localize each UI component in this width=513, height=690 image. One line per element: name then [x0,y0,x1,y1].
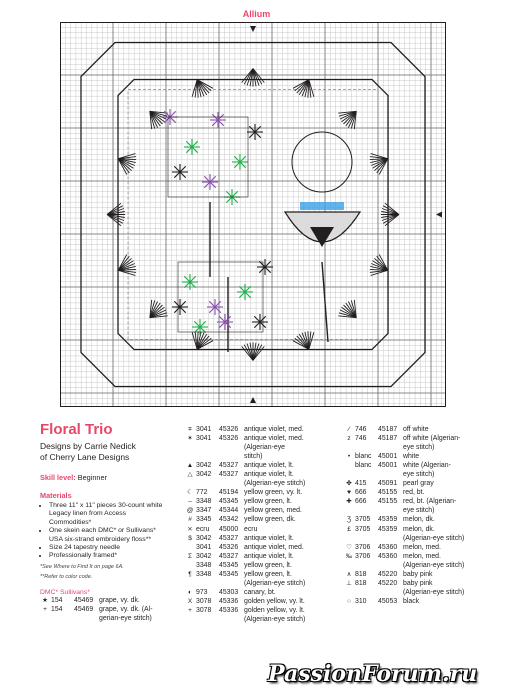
materials-list [40,502,170,561]
skill-level [40,473,170,482]
color-name: antique violet, lt. [244,534,294,542]
sullivans-number: 45326 [219,543,239,551]
symbol: + [188,606,192,614]
dmc-number: 3706 [355,543,371,551]
color-name: melon, med. [403,552,441,560]
skill-value: Beginner [77,473,107,482]
sullivans-number: 45187 [378,435,398,443]
color-name: grape, vy. dk. [99,596,140,604]
pattern-title: Allium [242,9,271,19]
flower-bud [292,132,352,192]
sullivans-number: 45326 [219,426,239,433]
symbol: ▲ [186,462,194,470]
color-name: yellow green, lt. [244,498,292,506]
dmc-number: blanc [355,453,372,461]
symbol: Ʒ [347,516,351,524]
color-name: (Algerian-eye [244,444,285,452]
dmc-number: 3348 [196,498,212,506]
sullivans-number: 45469 [74,605,94,613]
sullivans-number: 45344 [219,507,239,515]
sullivans-number: 45000 [219,525,239,533]
sullivans-number: 45359 [378,525,398,533]
sullivans-number: 45155 [378,489,398,497]
symbol: ‰ [345,552,353,560]
allium-floret [254,322,260,328]
sullivans-number: 45187 [378,426,398,433]
color-name: (Algerian-eye stitch) [403,534,465,542]
allium-floret [255,132,261,138]
designer-credit-1: Designs by Carrie Nedick [40,441,136,451]
color-name: antique violet, lt. [244,471,294,479]
allium-floret [180,166,186,172]
sullivans-number: 45001 [378,453,398,461]
design-title: Floral Trio [40,421,113,438]
symbol: ✶ [187,435,193,443]
color-name: (Algerian-eye stitch) [403,561,465,569]
color-name: melon, dk. [403,525,435,533]
symbol: ⊥ [346,579,352,587]
dmc-number: 3078 [196,606,212,614]
symbol: ⨯ [187,525,193,533]
allium-floret [245,292,251,298]
dmc-number: 746 [355,435,367,443]
color-name: gerian-eye stitch) [99,614,152,622]
dmc-heading: DMC* Sullivans* [40,588,90,596]
allium-floret [204,182,210,188]
symbol: ∧ [346,570,352,578]
sullivans-number: 45001 [378,462,398,470]
dmc-number: 3345 [196,516,212,524]
allium-floret [180,172,186,178]
allium-floret [255,126,261,132]
dmc-number: 973 [196,588,208,596]
allium-floret [190,276,196,282]
symbol: X [187,597,193,605]
designer-credit-2: of Cherry Lane Designs [40,452,130,462]
color-name: stitch) [244,453,263,461]
color-name: yellow green, dk. [244,516,296,524]
color-name: (Algerian-eye stitch) [403,588,465,596]
color-name: antique violet, lt. [244,552,294,560]
color-name: antique violet, med. [244,426,304,433]
skill-label: Skill level: [40,473,76,482]
symbol: @ [186,507,194,515]
symbol: £ [347,525,351,533]
sullivans-number: 45327 [219,462,239,470]
color-name: eye stitch) [403,444,435,452]
sullivans-number: 45336 [219,606,239,614]
sullivans-number: 45345 [219,570,239,578]
allium-floret [254,316,260,322]
dmc-number: 3348 [196,561,212,569]
dmc-number: 3042 [196,534,212,542]
color-name: antique violet, med. [244,543,304,551]
tulip-band [300,202,344,210]
dmc-number: 3706 [355,552,371,560]
sullivans-number: 45326 [219,435,239,443]
allium-floret [174,301,180,307]
dmc-number: 415 [355,480,367,488]
dmc-number: 3705 [355,525,371,533]
color-name: baby pink [403,579,433,587]
allium-floret [215,307,221,313]
dmc-number: 3705 [355,516,371,524]
color-name: black [403,597,420,605]
sullivans-number: 45303 [219,588,239,596]
sullivans-number: 45469 [74,596,94,604]
color-name: golden yellow, vy. lt. [244,597,305,605]
color-name: white [403,453,420,461]
symbol: Σ [187,552,193,560]
symbol: ✚ [346,498,352,506]
symbol: ♡ [346,543,352,551]
chart-canvas [60,22,446,407]
symbol: + [43,605,47,613]
dmc-number: 818 [355,570,367,578]
dmc-number: 3078 [196,597,212,605]
color-name: yellow green, med. [244,507,302,515]
note-where-to-find: *See Where to Find It on page 6A. [40,563,124,570]
color-name: pearl gray [403,480,434,488]
dmc-number: 666 [355,498,367,506]
allium-floret [240,162,246,168]
sullivans-number: 45091 [378,480,398,488]
dmc-number: 3042 [196,471,212,479]
dmc-number: 154 [51,605,63,613]
color-name: eye stitch) [403,507,435,515]
allium-floret [192,147,198,153]
cross-stitch-chart [60,22,446,407]
color-name: white (Algerian- [403,462,451,470]
center-marker-right [436,212,442,218]
allium-floret [226,197,232,203]
symbol: ⁄ [348,426,350,433]
material-item: • Professionally framed* [49,552,170,560]
color-name: yellow green, lt. [244,561,292,569]
allium-floret [210,182,216,188]
symbol: ★ [42,596,48,604]
allium-floret [215,301,221,307]
symbol: ♥ [347,489,351,497]
dmc-number: 3347 [196,507,212,515]
symbol: ☾ [187,489,193,497]
sullivans-number: 45327 [219,534,239,542]
symbol: ◐ [188,588,192,596]
color-name: antique violet, lt. [244,462,294,470]
sullivans-number: 45220 [378,579,398,587]
color-name: golden yellow, vy. lt. [244,606,305,614]
sullivans-number: 45345 [219,561,239,569]
color-name: off white [403,426,429,433]
material-item: • Three 11" x 11" pieces 30-count white Legacy linen from Access Commodities* [49,502,170,527]
allium-floret [170,117,176,123]
sullivans-number: 45194 [219,489,239,497]
dmc-number: 3041 [196,543,212,551]
symbol: • [347,453,351,461]
sullivans-number: 45359 [378,516,398,524]
color-name: melon, med. [403,543,441,551]
color-name: melon, dk. [403,516,435,524]
allium-head-outline [168,117,248,197]
color-key-row [40,614,170,623]
materials-heading: Materials [40,491,72,500]
allium-floret [180,301,186,307]
color-name: ecru [244,525,258,533]
sullivans-number: 45327 [219,471,239,479]
color-name: yellow green, vy. lt. [244,489,303,497]
dmc-number: 3042 [196,552,212,560]
dmc-number: 3042 [196,462,212,470]
color-name: yellow green, lt. [244,570,292,578]
sullivans-number: 45342 [219,516,239,524]
symbol: $ [188,534,192,542]
dmc-number: blanc [355,462,372,470]
allium-floret [226,191,232,197]
allium-floret [174,307,180,313]
allium-floret [265,261,271,267]
sullivans-number: 45155 [378,498,398,506]
allium-floret [259,267,265,273]
dmc-number: 154 [51,596,63,604]
allium-floret [209,307,215,313]
allium-floret [180,307,186,313]
dmc-number: ecru [196,525,210,533]
color-name: red, bt. (Algerian- [403,498,457,506]
allium-floret [249,126,255,132]
sullivans-number: 45345 [219,498,239,506]
color-key-row [40,596,170,605]
color-name: (Algerian-eye stitch) [244,579,306,587]
sullivans-number: 45360 [378,543,398,551]
symbol: ⌗ [188,426,192,433]
color-key-left [40,596,170,623]
sullivans-number: 45360 [378,552,398,560]
sullivans-number: 45336 [219,597,239,605]
color-key-row [40,605,170,614]
material-item: • One skein each DMC* or Sullivans* USA six-strand embroidery floss** [49,527,170,544]
allium-floret [174,172,180,178]
color-name: eye stitch) [403,471,435,479]
watermark-text: PassionForum.ru [268,661,478,687]
sullivans-number: 45053 [378,597,398,605]
material-item: • Size 24 tapestry needle [49,544,170,552]
allium-floret [192,141,198,147]
dmc-number: 310 [355,597,367,605]
allium-floret [174,166,180,172]
allium-floret [234,156,240,162]
color-name: baby pink [403,570,433,578]
symbol: ○ [347,597,351,605]
dmc-number: 3041 [196,426,212,433]
symbol: z [347,435,351,443]
sullivans-number: 45220 [378,570,398,578]
dmc-number: 818 [355,579,367,587]
symbol: – [188,498,192,506]
allium-floret [234,162,240,168]
info-panel [40,421,170,623]
symbol: ¶ [188,570,192,578]
color-name: canary, bt. [244,588,276,596]
dmc-number: 3041 [196,435,212,443]
color-name: red, bt. [403,489,425,497]
symbol: # [188,516,192,524]
dmc-number: 746 [355,426,367,433]
symbol: △ [187,471,193,479]
color-name: (Algerian-eye stitch) [244,480,306,488]
color-name: off white (Algerian- [403,435,461,443]
allium-floret [240,156,246,162]
color-name: grape, vy. dk. (Al- [99,605,153,613]
note-color-code: **Refer to color code. [40,573,93,580]
sullivans-number: 45327 [219,552,239,560]
allium-floret [209,301,215,307]
dmc-number: 666 [355,489,367,497]
allium-floret [164,117,170,123]
allium-floret [249,132,255,138]
dmc-number: 772 [196,489,208,497]
symbol: ✤ [346,480,352,488]
dmc-number: 3348 [196,570,212,578]
color-name: antique violet, med. [244,435,304,443]
allium-floret [265,267,271,273]
color-name: (Algerian-eye stitch) [244,615,306,623]
